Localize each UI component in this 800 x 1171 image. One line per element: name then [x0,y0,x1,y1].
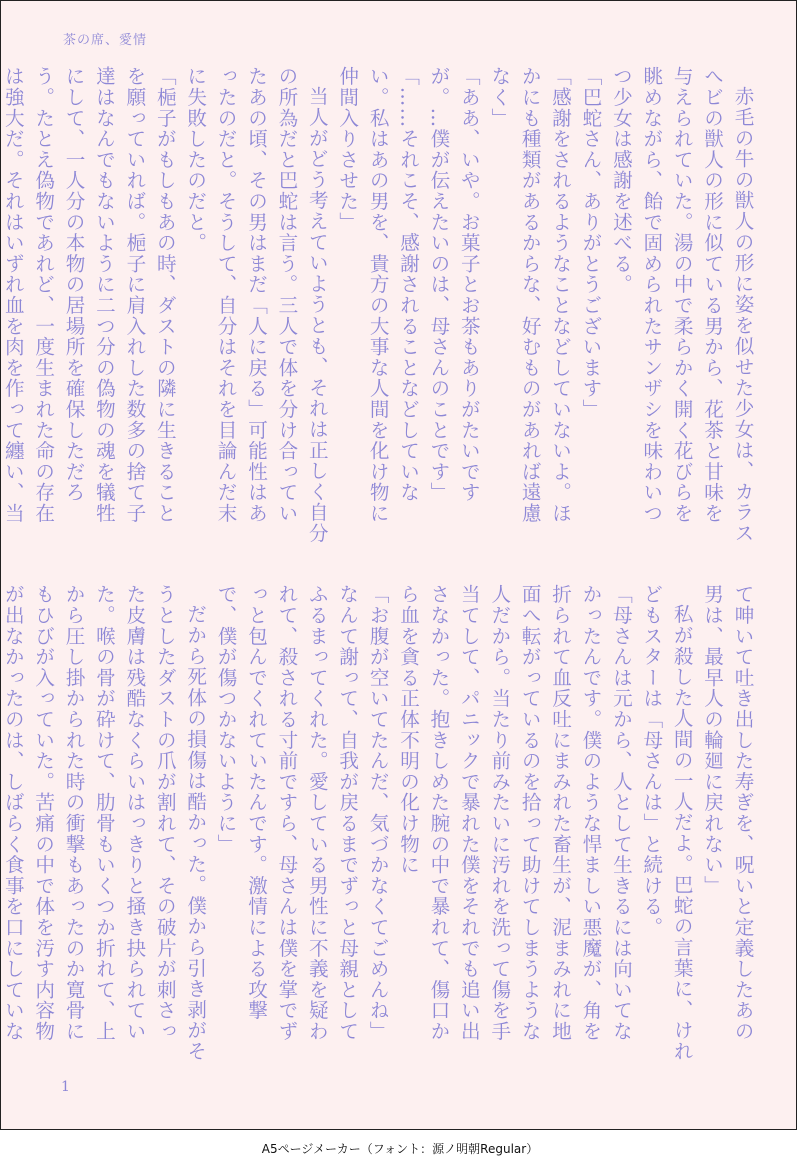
paragraph: 赤毛の牛の獣人の形に姿を似せた少女は、カラスへビの獣人の形に似ている男から、花茶と甘味を与えられていた。湯の中で柔らかく開く花びらを眺めながら、飴で固められたサンザシを味わいつつ少女は感謝を述べる。 [609,66,754,544]
dialogue-line: 「ああ、いや。お菓子とお茶もありがたいですが。…僕が伝えたいのは、母さんのことです」 [426,66,481,503]
running-head: 茶の席、愛情 [63,33,148,48]
dialogue-line: 「……それこそ、感謝されることなどしていない。私はあの男を、貴方の大事な人間を化け物に仲間入りさせた」 [335,66,420,524]
dialogue-line: 「お腹が空いてたんだ、気づかなくてごめんね」なんて謝って、自我が戻るまでずっと母親としてふるまってくれた。愛している男性に不義を疑われて、殺される寸前ですら、母さんは僕を掌でずっと包んでくれていたんです。激情による攻撃で、僕が傷つかないように」 [214,584,390,1042]
paragraph: だから死体の損傷は酷かった。僕から引き剥がそうとしたダストの爪が割れて、その破片が刺さった皮膚は残酷なくらいはっきりと掻き抉られていた。喉の骨が砕けて、肋骨もいくつか折れて、上から圧し掛かられた時の衝撃もあったのか寛骨にもひびが入っていた。苦痛の中で体を汚す内容物が出なかったのは、しばらく食事を口にしていな [1,584,207,1062]
text-block-bottom [1,584,757,1062]
footer-caption: A5ページメーカー（フォント：源ノ明朝Regular） [261,1142,539,1156]
dialogue-line: 「巴蛇さん、ありがとうございます」 [578,66,602,420]
paragraph: 私が殺した人間の一人だよ。巴蛇の言葉に、けれどもスターは「母さんは」と続ける。 [639,584,694,1062]
dialogue-line: 「梔子がもしもあの時、ダストの隣に生きることを願っていれば。梔子に肩入れした数多の捨て子達はなんでもないように二つ分の偽物の魂を犠牲にして、一人分の本物の居場所を確保しただろう。たとえ偽物であれど、一度生まれた命の存在は強大だ。それはいずれ血を肉を作って纏い、当 [1,66,177,524]
paragraph: 当人がどう考えていようとも、それは正しく自分の所為だと巴蛇は言う。三人で体を分け合っていたあの頃、その男はまだ「人に戻る」可能性はあったのだと。そうして、自分はそれを目論んだ末に失敗したのだと。 [183,66,329,544]
paragraph: て呻いて吐き出した寿ぎを、呪いと定義したあの男は、最早人の輪廻に戻れない」 [700,584,754,1042]
dialogue-line: 「母さんは元から、人として生きるには向いてなかったんです。僕のような悍ましい悪魔が、角を折られて血反吐にまみれた畜生が、泥まみれに地面へ転がっているのを拾って助けてしまうような人だから。当たり前みたいに汚れを洗って傷を手当てして、パニックで暴れた僕をそれでも追い出さなかった。抱きしめた腕の中で暴れて、傷口から血を貪る正体不明の化け物に [396,584,633,1042]
dialogue-line: 「感謝をされるようなことなどしていないよ。ほかにも種類があるからな、好むものがあれば遠慮なく」 [487,66,572,524]
page-number: 1 [61,1079,70,1095]
text-block-top [1,66,757,544]
